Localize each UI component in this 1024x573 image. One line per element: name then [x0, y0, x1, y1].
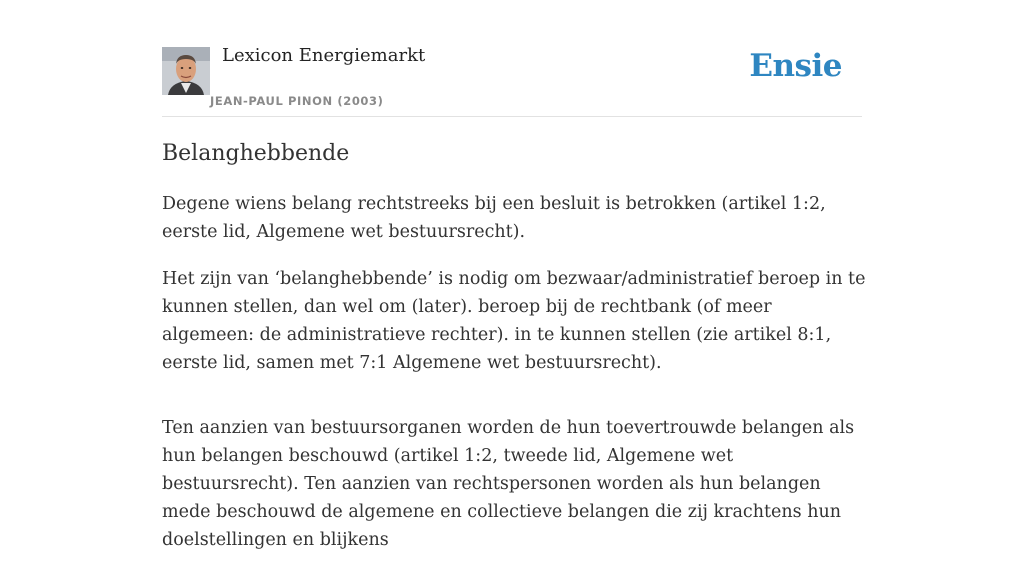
- brand-logo[interactable]: Ensie: [749, 48, 842, 84]
- author-avatar[interactable]: [162, 47, 210, 95]
- entry-paragraph-2: Het zijn van ‘belanghebbende’ is nodig om bezwaar/administratief beroep in te kunnen stellen, dan wel om (later). beroep bij de rechtbank (of meer algemeen: de administratieve rechter). in te kunnen stellen (zie artikel 8:1, eerste lid, samen met 7:1 Algemene wet bestuursrecht).: [162, 269, 866, 373]
- author-portrait-image: [162, 47, 210, 95]
- author-name[interactable]: JEAN-PAUL PINON (2003): [210, 94, 384, 108]
- book-header: [162, 0, 862, 117]
- entry-paragraph-1: Degene wiens belang rechtstreeks bij een besluit is betrokken (artikel 1:2, eerste lid, Algemene wet bestuursrecht).: [162, 194, 826, 242]
- book-title[interactable]: Lexicon Energiemarkt: [222, 45, 426, 66]
- entry-paragraph-3: Ten aanzien van bestuursorganen worden de hun toevertrouwde belangen als hun belangen beschouwd (artikel 1:2, tweede lid, Algemene wet bestuursrecht). Ten aanzien van rechtspersonen worden als hun belangen mede beschouwd de algemene en collectieve belangen die zij krachtens hun doelstellingen en blijkens: [162, 418, 855, 550]
- entry-content: [162, 138, 866, 573]
- entry-term: Belanghebbende: [162, 141, 350, 166]
